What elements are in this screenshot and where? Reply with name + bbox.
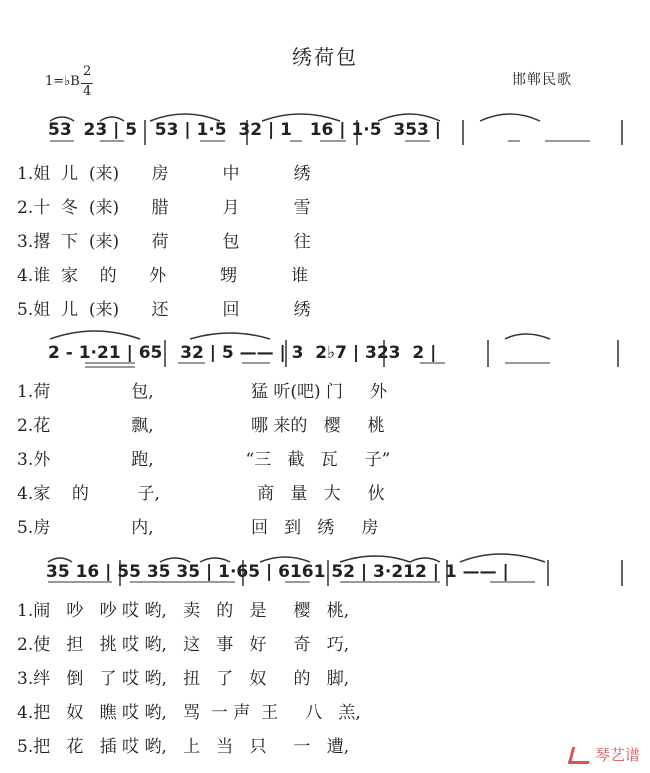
system-1-lyric-1: 1.姐 儿 (来) 房 中 绣 [17, 164, 311, 184]
meter-numerator: 2 [83, 64, 92, 79]
song-title: 绣荷包 [292, 45, 358, 69]
system-2-lyric-2: 2.花 飘, 哪 来的 樱 桃 [17, 416, 385, 436]
system-2-notes: 2 - 1·21 | 65 32 | 5 —— | 3 2♭7 | 323 2 | [48, 343, 437, 363]
music-system-1 [0, 105, 650, 320]
system-3-lyric-2: 2.使 担 挑 哎 哟, 这 事 好 奇 巧, [17, 635, 350, 655]
system-1-lyric-5: 5.姐 儿 (来) 还 回 绣 [17, 300, 311, 320]
system-2-lyric-3: 3.外 跑, “三 截 瓦 子” [17, 450, 391, 470]
system-2-lyric-1: 1.荷 包, 猛 听(吧) 门 外 [17, 382, 388, 402]
song-origin: 邯郸民歌 [512, 72, 572, 88]
system-2-lyric-5: 5.房 内, 回 到 绣 房 [17, 518, 379, 538]
key-signature: 1=♭B [45, 74, 80, 89]
watermark-text: 琴艺谱 [594, 746, 640, 764]
watermark-logo [570, 744, 640, 765]
system-3-lyric-4: 4.把 奴 瞧 哎 哟, 骂 一 声 王 八 羔, [17, 703, 361, 723]
system-3-lyric-3: 3.绊 倒 了 哎 哟, 扭 了 奴 的 脚, [17, 669, 350, 689]
system-3-lyric-1: 1.闹 吵 吵 哎 哟, 卖 的 是 樱 桃, [17, 601, 350, 621]
system-1-lyric-4: 4.谁 家 的 外 甥 谁 [17, 266, 309, 286]
meter-denominator: 4 [83, 84, 92, 99]
system-2-lyric-4: 4.家 的 子, 商 量 大 伙 [17, 484, 385, 504]
music-system-2 [0, 325, 650, 538]
system-1-notes: 53 23 | 5 53 | 1·5 32 | 1 16 | 1·5 353 | [48, 120, 441, 140]
system-1-lyric-3: 3.撂 下 (来) 荷 包 往 [17, 232, 311, 252]
logo-icon [568, 747, 594, 764]
system-1-lyric-2: 2.十 冬 (来) 腊 月 雪 [17, 198, 311, 218]
system-3-notes: 35 16 | 55 35 35 | 1·65 | 6161 52 | 3·212 | 1 —— | [46, 562, 509, 582]
system-3-lyric-5: 5.把 花 插 哎 哟, 上 当 只 一 遭, [17, 737, 350, 757]
